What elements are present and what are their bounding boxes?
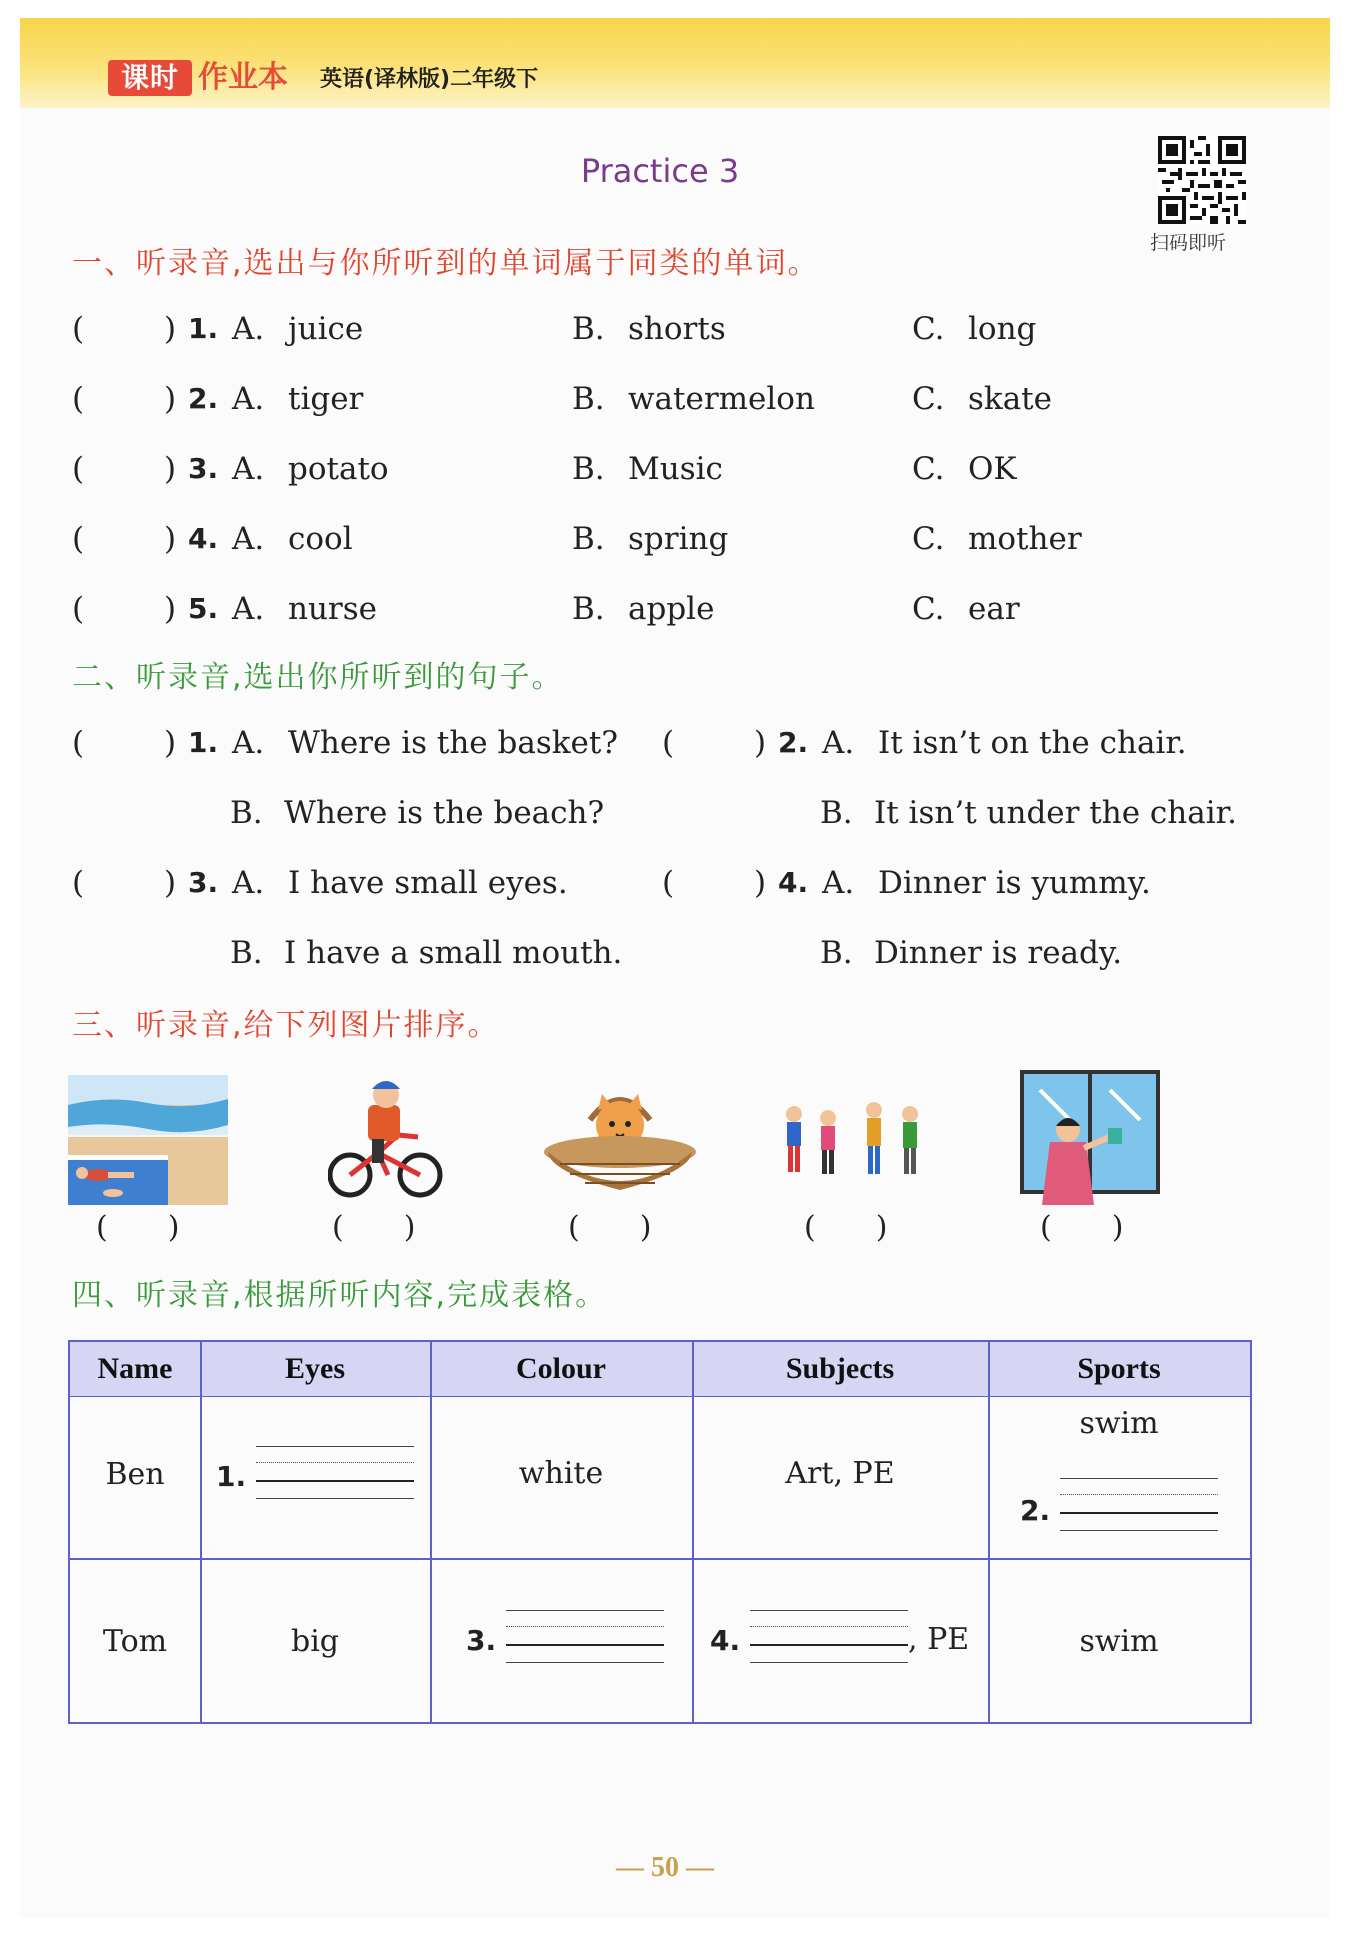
option-c [912, 514, 1082, 564]
option-a [232, 374, 363, 424]
answer-paren-open: ( [72, 725, 85, 761]
option-letter: B. [572, 311, 605, 347]
answer-paren-open: ( [72, 865, 85, 901]
question-number: 2. [188, 382, 219, 415]
divider [70, 1558, 1250, 1560]
option-c-text: skate [968, 381, 1052, 417]
four-children-picture [780, 1100, 930, 1200]
qr-code-icon [1158, 136, 1246, 224]
option-c [912, 584, 1020, 634]
option-letter: A. [822, 865, 855, 901]
answer-paren-close: ) [164, 865, 177, 901]
answer-paren-close: ) [875, 1210, 888, 1245]
beach-scene-picture [68, 1075, 228, 1205]
answer-paren-close: ) [639, 1210, 652, 1245]
option-a: Dinner is yummy. [878, 865, 1151, 901]
answer-paren-close: ) [1111, 1210, 1124, 1245]
answer-paren-open: ( [72, 521, 85, 557]
section-2-heading: 二、听录音,选出你所听到的句子。 [72, 660, 564, 695]
girl-cleaning-window-picture [1020, 1070, 1160, 1205]
answer-paren-open: ( [804, 1210, 816, 1245]
option-c-text: mother [968, 521, 1082, 557]
info-table [68, 1340, 1252, 1724]
option-letter: B. [572, 591, 605, 627]
option-b-text: shorts [628, 311, 726, 347]
answer-paren-close: ) [164, 381, 177, 417]
answer-paren-close: ) [167, 1210, 180, 1245]
section-3-heading: 三、听录音,给下列图片排序。 [72, 1008, 500, 1043]
option-letter: C. [912, 381, 945, 417]
colour-answer-blank[interactable] [506, 1610, 664, 1666]
section-1-heading: 一、听录音,选出与你所听到的单词属于同类的单词。 [72, 246, 820, 281]
option-letter: C. [912, 521, 945, 557]
answer-paren-close: ) [164, 725, 177, 761]
eyes-answer-blank[interactable] [256, 1446, 414, 1502]
answer-paren-close: ) [164, 591, 177, 627]
header-subjects: Subjects [785, 1352, 895, 1385]
option-b [572, 584, 714, 634]
s2-item-4-b [820, 928, 1123, 978]
row-ben-subjects: Art, PE [785, 1456, 895, 1491]
option-letter: C. [912, 451, 945, 487]
answer-paren-close: ) [754, 725, 767, 761]
option-b: Where is the beach? [284, 795, 605, 831]
option-c [912, 304, 1036, 354]
s2-item-2-b [820, 788, 1237, 838]
option-c [912, 374, 1052, 424]
option-b: It isn’t under the chair. [874, 795, 1237, 831]
header-colour: Colour [516, 1352, 606, 1385]
row-ben-name: Ben [105, 1457, 165, 1492]
question-number: 3. [188, 866, 219, 899]
option-a [232, 584, 377, 634]
row-tom-name: Tom [102, 1624, 168, 1659]
option-b: I have a small mouth. [284, 935, 623, 971]
option-letter: B. [572, 381, 605, 417]
answer-paren-open: ( [72, 591, 85, 627]
qr-caption: 扫码即听 [1150, 232, 1227, 254]
answer-paren-close: ) [164, 521, 177, 557]
question-number: 1. [188, 726, 219, 759]
option-b: Dinner is ready. [874, 935, 1123, 971]
picture-3-answer[interactable] [568, 1208, 651, 1248]
header-eyes: Eyes [285, 1352, 345, 1385]
divider [430, 1342, 432, 1722]
option-letter: A. [232, 591, 265, 627]
header-sports: Sports [1077, 1352, 1161, 1385]
option-letter: A. [232, 451, 265, 487]
blank-number: 3. [466, 1624, 497, 1657]
answer-paren-close: ) [403, 1210, 416, 1245]
option-letter: B. [230, 795, 263, 831]
answer-paren-open: ( [96, 1210, 108, 1245]
option-a-text: tiger [288, 381, 364, 417]
subjects-answer-blank[interactable] [750, 1610, 908, 1666]
option-letter: A. [232, 725, 265, 761]
row-tom-eyes: big [290, 1624, 339, 1659]
row-ben-sports: swim [1079, 1406, 1159, 1441]
picture-2-answer[interactable] [332, 1208, 415, 1248]
question-number: 3. [188, 452, 219, 485]
section-4-heading: 四、听录音,根据所听内容,完成表格。 [72, 1278, 608, 1313]
option-a: Where is the basket? [288, 725, 618, 761]
option-a [232, 514, 353, 564]
row-tom-sports: swim [1079, 1624, 1159, 1659]
picture-5-answer[interactable] [1040, 1208, 1123, 1248]
option-a-text: potato [288, 451, 389, 487]
divider [692, 1342, 694, 1722]
option-letter: C. [912, 591, 945, 627]
option-b-text: watermelon [628, 381, 815, 417]
option-b-text: Music [628, 451, 723, 487]
option-letter: C. [912, 311, 945, 347]
question-number: 2. [778, 726, 809, 759]
blank-number: 2. [1020, 1494, 1051, 1527]
answer-paren-open: ( [72, 451, 85, 487]
logo-text: 作业本 [198, 60, 288, 95]
answer-paren-open: ( [662, 865, 675, 901]
option-letter: B. [572, 521, 605, 557]
option-b-text: apple [628, 591, 715, 627]
option-a-text: juice [288, 311, 364, 347]
option-a: It isn’t on the chair. [878, 725, 1187, 761]
cat-in-basket-picture [540, 1080, 700, 1200]
page-title: Practice 3 [580, 152, 740, 190]
blank-number: 4. [710, 1624, 741, 1657]
option-letter: B. [230, 935, 263, 971]
page-number: — 50 — [616, 1852, 714, 1883]
header-subtitle: 英语(译林版)二年级下 [320, 67, 539, 92]
option-b [572, 374, 815, 424]
option-a-text: nurse [288, 591, 378, 627]
picture-1-answer[interactable] [96, 1208, 179, 1248]
answer-paren-open: ( [568, 1210, 580, 1245]
logo: 课时 [108, 60, 192, 96]
question-number: 5. [188, 592, 219, 625]
answer-paren-open: ( [72, 311, 85, 347]
answer-paren-open: ( [1040, 1210, 1052, 1245]
row-ben-colour: white [518, 1456, 604, 1491]
option-c-text: long [968, 311, 1037, 347]
answer-paren-close: ) [754, 865, 767, 901]
option-b [572, 444, 723, 494]
option-letter: A. [232, 521, 265, 557]
boy-on-bike-picture [328, 1075, 448, 1205]
header-name: Name [97, 1352, 173, 1385]
option-letter: B. [572, 451, 605, 487]
answer-paren-close: ) [164, 311, 177, 347]
answer-paren-close: ) [164, 451, 177, 487]
option-c [912, 444, 1017, 494]
picture-4-answer[interactable] [804, 1208, 887, 1248]
option-b [572, 514, 728, 564]
option-letter: B. [820, 795, 853, 831]
blank-number: 1. [216, 1460, 247, 1493]
option-b [572, 304, 726, 354]
option-letter: A. [232, 381, 265, 417]
option-a [232, 444, 389, 494]
option-b-text: spring [628, 521, 729, 557]
answer-paren-open: ( [332, 1210, 344, 1245]
option-letter: A. [232, 865, 265, 901]
question-number: 4. [778, 866, 809, 899]
option-letter: A. [822, 725, 855, 761]
answer-paren-open: ( [662, 725, 675, 761]
option-a [232, 304, 363, 354]
option-letter: B. [820, 935, 853, 971]
divider [988, 1342, 990, 1722]
option-a-text: cool [288, 521, 353, 557]
option-letter: A. [232, 311, 265, 347]
answer-paren-open: ( [72, 381, 85, 417]
question-number: 1. [188, 312, 219, 345]
divider [200, 1342, 202, 1722]
sports-answer-blank[interactable] [1060, 1478, 1218, 1534]
option-c-text: OK [968, 451, 1017, 487]
row-tom-subjects-suffix: , PE [908, 1622, 970, 1657]
option-c-text: ear [968, 591, 1020, 627]
question-number: 4. [188, 522, 219, 555]
option-a: I have small eyes. [288, 865, 568, 901]
s2-item-1-b [230, 788, 605, 838]
s2-item-3-b [230, 928, 623, 978]
